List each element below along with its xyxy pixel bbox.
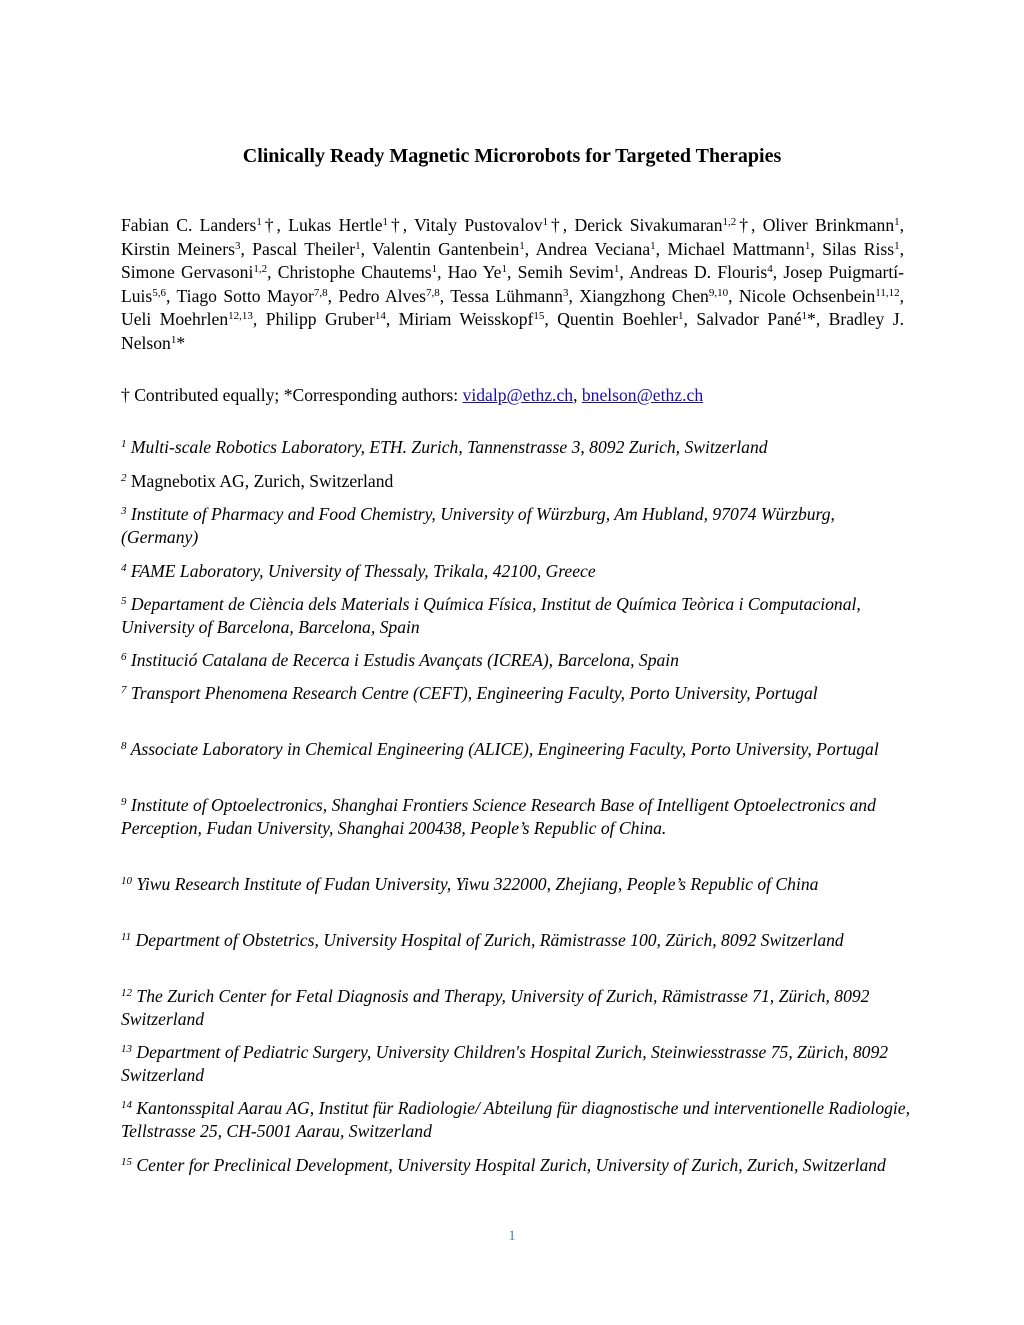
affiliation-item [121, 436, 911, 459]
author-name: Philipp Gruber [265, 309, 375, 329]
author-affiliation-number: 1 [613, 263, 620, 275]
author-name: Hao Ye [447, 262, 502, 282]
author-affiliation-number: 1 [801, 310, 808, 322]
author-entry [557, 309, 683, 329]
author-separator: , [562, 215, 575, 235]
author-mark: † [736, 215, 751, 235]
author-affiliation-number: 1 [894, 216, 900, 228]
author-affiliation-number: 1 [256, 216, 262, 228]
page-number: 1 [508, 1228, 516, 1244]
affiliation-text: The Zurich Center for Fetal Diagnosis and Therapy, University of Zurich, Rämistrasse 71, Zürich, 8092 Switzerland [121, 986, 870, 1030]
author-affiliation-number: 1 [519, 239, 525, 252]
author-name: Pedro Alves [338, 285, 426, 306]
author-mark: * [807, 309, 816, 329]
author-affiliation-number: 1 [431, 263, 438, 275]
author-separator: , [276, 215, 289, 235]
author-affiliation-number: 9,10 [708, 286, 729, 299]
author-separator: , [439, 285, 451, 306]
author-separator: , [506, 262, 518, 282]
author-separator: , [385, 309, 399, 329]
affiliation-text: Institute of Pharmacy and Food Chemistry, University of Würzburg, Am Hubland, 97074 Würzburg, (Germany) [121, 504, 835, 548]
author-name: Josep Puigmartí-Luis [121, 262, 904, 306]
author-entry [629, 262, 773, 282]
author-separator: , [772, 262, 784, 282]
author-affiliation-number: 14 [374, 310, 386, 322]
author-name: Xiangzhong Chen [579, 285, 709, 306]
author-name: Valentin Gantenbein [372, 238, 520, 259]
paper-title: Clinically Ready Magnetic Microrobots for Targeted Therapies [242, 145, 782, 167]
affiliation-number: 15 [121, 1156, 132, 1168]
affiliation-item [121, 593, 911, 640]
affiliation-item [121, 1154, 911, 1177]
author-separator: , [683, 309, 697, 329]
affiliation-number: 8 [121, 740, 127, 752]
author-entry [288, 215, 402, 235]
author-separator: , [524, 238, 536, 259]
author-entry [121, 309, 253, 329]
affiliation-text: Multi-scale Robotics Laboratory, ETH. Zurich, Tannenstrasse 3, 8092 Zurich, Switzerland [130, 437, 768, 457]
author-entry [266, 309, 386, 329]
contribution-note-text: † Contributed equally; *Corresponding authors: [121, 385, 463, 405]
author-entry [822, 239, 899, 259]
author-entry [338, 286, 439, 306]
author-separator: , [815, 309, 829, 329]
affiliation-number: 4 [121, 562, 127, 574]
affiliation-item [121, 560, 911, 583]
author-separator: , [728, 285, 739, 306]
author-affiliation-number: 1,2 [253, 263, 268, 275]
author-affiliation-number: 1 [804, 239, 811, 252]
author-entry [448, 262, 507, 282]
affiliation-text: Departament de Ciència dels Materials i Química Física, Institut de Química Teòrica i Computacional, University of Barcelona, Barcelona, Spain [121, 594, 861, 638]
affiliation-text: Department of Obstetrics, University Hospital of Zurich, Rämistrasse 100, Zürich, 8092 Switzerland [135, 930, 844, 950]
author-name: Semih Sevim [517, 262, 614, 282]
author-affiliation-number: 1 [894, 239, 900, 252]
affiliation-number: 1 [121, 438, 127, 450]
author-name: Tessa Lühmann [450, 285, 563, 306]
author-affiliation-number: 5,6 [152, 286, 167, 299]
author-entry [278, 262, 437, 282]
author-entry [739, 286, 900, 306]
affiliation-text: Yiwu Research Institute of Fudan University, Yiwu 322000, Zhejiang, People’s Republic of China [136, 874, 819, 894]
author-entry [399, 309, 545, 329]
affiliation-item [121, 929, 911, 952]
author-affiliation-number: 15 [533, 310, 545, 322]
author-separator: , [568, 285, 580, 306]
author-separator: , [544, 309, 558, 329]
author-entry [372, 239, 525, 259]
affiliation-item [121, 1097, 911, 1144]
author-affiliation-number: 3 [562, 286, 569, 299]
author-name: Lukas Hertle [288, 215, 383, 235]
author-separator: , [240, 238, 253, 259]
affiliation-text: Kantonsspital Aarau AG, Institut für Radiologie/ Abteilung für diagnostische und interventionelle Radiologie, Tellstrasse 25, CH-5001 Aarau, Switzerland [121, 1098, 911, 1142]
author-affiliation-number: 3 [234, 239, 241, 252]
author-separator: , [437, 262, 448, 282]
author-name: Andrea Veciana [535, 238, 651, 259]
author-affiliation-number: 1 [355, 239, 361, 252]
affiliation-number: 13 [121, 1043, 132, 1055]
author-name: Salvador Pané [696, 309, 802, 329]
author-name: Vitaly Pustovalov [414, 215, 543, 235]
contribution-note [121, 384, 703, 407]
affiliation-text: Associate Laboratory in Chemical Engineering (ALICE), Engineering Faculty, Porto University, Portugal [130, 739, 879, 759]
author-separator: , [252, 309, 266, 329]
author-name: Michael Mattmann [667, 238, 805, 259]
author-name: Andreas D. Flouris [629, 262, 768, 282]
author-separator: , [327, 285, 339, 306]
affiliation-item [121, 873, 911, 896]
author-separator: , [619, 262, 630, 282]
affiliation-number: 10 [121, 875, 132, 887]
author-name: Bradley J. Nelson [121, 309, 905, 353]
affiliation-number: 6 [121, 651, 127, 663]
author-separator: , [899, 215, 905, 235]
author-entry [414, 215, 563, 235]
author-separator: , [360, 238, 373, 259]
author-entry [667, 239, 810, 259]
author-separator: , [810, 238, 823, 259]
affiliation-number: 3 [121, 505, 127, 517]
author-affiliation-number: 12,13 [228, 310, 253, 322]
author-separator: , [899, 238, 904, 259]
author-name: Oliver Brinkmann [762, 215, 895, 235]
author-separator: , [267, 262, 278, 282]
author-entry [763, 215, 900, 235]
affiliation-number: 5 [121, 595, 127, 607]
author-name: Christophe Chautems [277, 262, 432, 282]
author-separator: , [166, 285, 177, 306]
author-entry [518, 262, 620, 282]
author-affiliation-number: 7,8 [313, 286, 328, 299]
author-entry [575, 215, 751, 235]
author-name: Derick Sivakumaran [574, 215, 723, 235]
author-affiliation-number: 1 [170, 333, 177, 346]
affiliation-item [121, 794, 911, 841]
affiliation-item [121, 470, 911, 493]
author-name: Ueli Moehrlen [121, 309, 229, 329]
author-name: Pascal Theiler [252, 238, 356, 259]
affiliation-item [121, 738, 911, 761]
affiliation-item [121, 1041, 911, 1088]
affiliation-number: 9 [121, 796, 127, 808]
author-entry [252, 239, 360, 259]
author-name: Kirstin Meiners [121, 238, 235, 259]
affiliation-text: Center for Preclinical Development, University Hospital Zurich, University of Zurich, Zurich, Switzerland [136, 1155, 886, 1175]
affiliation-text: Institute of Optoelectronics, Shanghai Frontiers Science Research Base of Intelligent Optoelectronics and Perception, Fudan University, Shanghai 200438, People’s Republic of China. [121, 795, 876, 839]
affiliation-item [121, 649, 911, 672]
author-affiliation-number: 4 [767, 263, 773, 275]
author-name: Miriam Weisskopf [398, 309, 534, 329]
affiliation-text: Magnebotix AG, Zurich, Switzerland [130, 471, 394, 491]
author-name: Fabian C. Landers [121, 215, 257, 235]
email-link-bnelson[interactable]: bnelson@ethz.ch [581, 385, 704, 405]
author-mark: † [388, 215, 403, 235]
author-affiliation-number: 1 [650, 239, 656, 252]
author-entry [450, 286, 568, 306]
author-mark: † [261, 215, 277, 235]
author-name: Nicole Ochsenbein [738, 285, 876, 306]
author-entry [121, 215, 277, 235]
affiliation-text: Department of Pediatric Surgery, University Children's Hospital Zurich, Steinwiesstrasse 75, Zürich, 8092 Switzerland [121, 1042, 889, 1086]
affiliation-item [121, 682, 911, 705]
author-affiliation-number: 7,8 [426, 286, 440, 299]
affiliation-number: 2 [121, 472, 127, 484]
author-name: Simone Gervasoni [121, 262, 254, 282]
author-entry [177, 286, 328, 306]
author-affiliation-number: 1 [678, 310, 684, 322]
author-affiliation-number: 1 [382, 216, 389, 228]
author-mark: * [176, 332, 186, 353]
author-list [121, 214, 904, 355]
author-entry [536, 239, 656, 259]
affiliation-item [121, 503, 911, 550]
affiliation-text: Transport Phenomena Research Centre (CEFT), Engineering Faculty, Porto University, Portugal [130, 683, 818, 703]
author-affiliation-number: 11,12 [875, 286, 900, 299]
affiliation-number: 11 [121, 931, 132, 943]
affiliation-number: 12 [121, 987, 132, 999]
author-entry [696, 309, 815, 329]
author-affiliation-number: 1 [501, 263, 507, 275]
author-name: Tiago Sotto Mayor [176, 285, 314, 306]
author-separator: , [750, 215, 763, 235]
author-name: Silas Riss [822, 238, 895, 259]
email-link-vidalp[interactable]: vidalp@ethz.ch [462, 385, 574, 405]
affiliation-number: 7 [121, 684, 127, 696]
author-entry [579, 286, 728, 306]
affiliation-text: FAME Laboratory, University of Thessaly, Trikala, 42100, Greece [130, 561, 596, 581]
author-affiliation-number: 1,2 [722, 216, 737, 228]
author-affiliation-number: 1 [542, 216, 549, 228]
affiliation-number: 14 [121, 1099, 132, 1111]
author-mark: † [548, 215, 563, 235]
author-separator: , [899, 285, 905, 306]
author-entry [121, 239, 240, 259]
affiliation-text: Institució Catalana de Recerca i Estudis Avançats (ICREA), Barcelona, Spain [130, 650, 679, 670]
author-separator: , [402, 215, 415, 235]
author-entry [121, 262, 267, 282]
author-separator: , [655, 238, 668, 259]
author-name: Quentin Boehler [557, 309, 679, 329]
email-separator: , [573, 385, 582, 405]
affiliation-item [121, 985, 911, 1032]
